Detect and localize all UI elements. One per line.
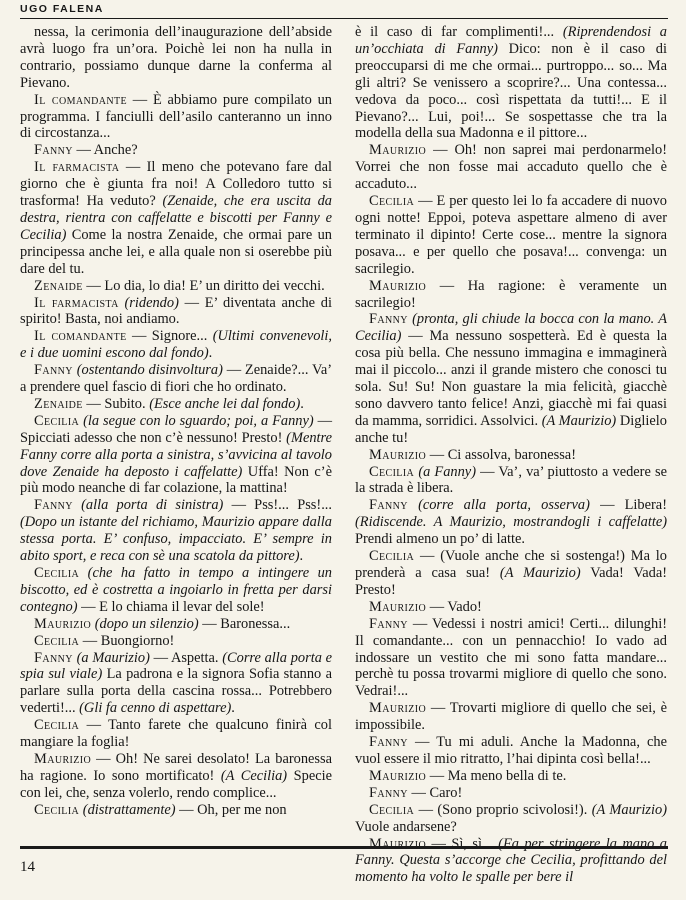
speaker-name: Il comandante (34, 328, 127, 345)
speaker-name: Maurizio (369, 142, 427, 159)
dialogue-text: — Ma nessuno sospetterà. Ed è questa la cosa più bella. Che nessuno immagina e immaginerà mai il piccolo... anzi il grande mistero che conosci tu sola. Su! Su! Non guastare la mia felicità, giacchè sono davvero tanto felice! Anzi, giacchè mi fai quasi da mamma, sorridici. Assolvici. (355, 328, 667, 429)
dialogue-paragraph (355, 497, 667, 548)
dialogue-text: Uffa! Non c’è più modo neanche di far colazione, la mattina! (20, 463, 332, 497)
dialogue-text: Come la nostra Zenaide, che ormai pare un principessa anche lei, e alla quale non si oserebbe più dare del tu. (20, 226, 332, 277)
dialogue-text: — Pss!... Pss!... (223, 497, 332, 514)
speaker-name: Cecilia (34, 565, 80, 581)
speaker-name: Maurizio (369, 446, 427, 463)
dialogue-text: — Tu mi aduli. Anche la Madonna, che vuol essere il mio ritratto, l’hai dipinta così bella!... (355, 734, 667, 767)
speaker-name: Maurizio (34, 750, 92, 767)
dialogue-text: — Tanto farete che qualcuno finirà col mangiare la foglia! (20, 717, 332, 751)
dialogue-text: — Baronessa... (198, 615, 291, 632)
speaker-name: Zenaide (34, 277, 83, 294)
dialogue-text: — Aspetta. (149, 649, 223, 666)
stage-direction: (che ha fatto in tempo a intingere un biscotto, ed è costretta a ingoiarlo in fretta per darsi contegno) (20, 565, 332, 615)
running-title: UGO FALENA (20, 3, 104, 15)
stage-direction: (alla porta di sinistra) (81, 497, 224, 514)
dialogue-text: — Sì, sì... (426, 835, 499, 852)
speaker-name: Zenaide (34, 395, 83, 412)
dialogue-text: — Oh! Ne sarei desolato! La baronessa ha ragione. Io sono mortificato! (20, 750, 332, 784)
dialogue-paragraph (20, 396, 332, 413)
speaker-name: Cecilia (34, 412, 80, 429)
dialogue-paragraph (355, 836, 667, 887)
dialogue-text: è il caso di far complimenti!... (355, 24, 563, 40)
speaker-name: Cecilia (34, 801, 80, 818)
dialogue-paragraph (355, 734, 667, 768)
dialogue-paragraph (355, 768, 667, 785)
dialogue-paragraph (20, 328, 332, 362)
dialogue-text: — E lo chiama il levar del sole! (77, 598, 265, 615)
dialogue-text: — E’ diventata anche di spirito! Basta, noi andiamo. (20, 294, 332, 328)
dialogue-paragraph (20, 633, 332, 650)
stage-direction: (Esce anche lei dal fondo) (149, 395, 301, 412)
dialogue-paragraph (20, 278, 332, 295)
speaker-name: Fanny (369, 734, 408, 751)
stage-direction: (corre alla porta, osserva) (418, 497, 590, 514)
dialogue-text: — Ma meno bella di te. (426, 767, 567, 784)
speaker-name: Il farmacista (34, 294, 119, 311)
stage-direction: (A Cecilia) (220, 767, 288, 784)
stage-direction: (Ridiscende. A Maurizio, mostrandogli i caffelatte) (355, 514, 667, 531)
dialogue-text: — Libera! (589, 497, 667, 514)
speaker-name: Maurizio (369, 598, 427, 615)
dialogue-paragraph (20, 650, 332, 718)
speaker-name: Cecilia (369, 463, 415, 480)
speaker-name: Fanny (369, 311, 408, 328)
dialogue-paragraph (20, 362, 332, 396)
dialogue-paragraph (20, 616, 332, 633)
dialogue-text: — (Vuole anche che si sostenga!) Ma lo prenderà a casa sua! (355, 548, 667, 581)
dialogue-paragraph (20, 159, 332, 277)
dialogue-text: Vuole andarsene? (355, 818, 457, 835)
stage-direction: (la segue con lo sguardo; poi, a Fanny) (83, 412, 314, 429)
dialogue-text: Diglielo anche tu! (355, 412, 667, 446)
speaker-name: Il comandante (34, 91, 127, 108)
dialogue-text: — (Sono proprio scivolosi!). (414, 801, 592, 818)
dialogue-text: Dico: non è il caso di preoccuparsi di me che ormai... purtroppo... so... Ma gli altri? Se venissero a scoprire?... Una contessa... vedova da poco... così rispettata da tutti!... E il Pievano?... Lui, poi!... Se sospettasse che tra la modella della sua Madonna e il pittore... (355, 40, 667, 142)
stage-direction: (distrattamente) (82, 801, 176, 818)
page-number: 14 (20, 859, 35, 875)
speaker-name: Fanny (369, 784, 408, 801)
left-column (20, 24, 332, 819)
speaker-name: Cecilia (34, 717, 80, 734)
dialogue-paragraph (20, 751, 332, 802)
speaker-name: Maurizio (34, 615, 92, 632)
speaker-name: Fanny (34, 142, 73, 159)
dialogue-text: — Lo dia, lo dia! E’ un diritto dei vecchi. (82, 277, 325, 294)
speaker-name: Cecilia (369, 193, 415, 210)
dialogue-text: . (300, 395, 304, 412)
dialogue-text: . (208, 345, 213, 362)
stage-direction: (Mentre Fanny corre alla porta a sinistra, s’avvicina al tavolo dove Zenaide ha deposto i caffelatte) (20, 429, 332, 480)
dialogue-paragraph (20, 717, 332, 751)
speaker-name: Maurizio (369, 835, 427, 852)
dialogue-paragraph (355, 785, 667, 802)
dialogue-text: — Vado! (426, 598, 482, 615)
dialogue-paragraph (355, 193, 667, 278)
dialogue-text: — Ha ragione: è veramente un sacrilegio! (355, 277, 667, 311)
dialogue-text: — Spicciati adesso che non c’è nessuno! Presto! (20, 412, 332, 446)
dialogue-text: — Oh! non saprei mai perdonarmelo! Vorrei che non fosse mai accaduto quello che è accaduto... (355, 142, 667, 193)
dialogue-paragraph (355, 311, 667, 446)
dialogue-text: — Ci assolva, baronessa! (426, 446, 576, 463)
stage-direction: (ridendo) (124, 294, 179, 311)
stage-direction: (A Maurizio) (499, 565, 581, 581)
dialogue-paragraph (20, 565, 332, 616)
dialogue-text: La padrona e la signora Sofia stanno a parlare sulla porta della cascina rossa... Potrebbero vederti!... (20, 666, 332, 717)
dialogue-text: — Il meno che potevano fare dal giorno che è giunta fra noi! A Colledoro tutto si trasforma! Ha veduto? (20, 159, 332, 210)
header-rule (20, 18, 668, 19)
speaker-name: Fanny (34, 362, 73, 379)
stage-direction: (A Maurizio) (591, 801, 667, 818)
dialogue-paragraph (20, 92, 332, 143)
speaker-name: Fanny (369, 497, 408, 514)
stage-direction: (Dopo un istante del richiamo, Maurizio appare dalla stessa porta. E’ confuso, impacciato. E’ sempre in abito sport, e reca con sè una scatola da pittore) (20, 514, 332, 565)
footer-rule (20, 846, 668, 849)
dialogue-text: — Va’, va’ piuttosto a vedere se la strada è libera. (355, 463, 667, 497)
dialogue-text: — Oh, per me non (175, 801, 287, 818)
speaker-name: Fanny (34, 649, 73, 666)
right-column (355, 24, 667, 886)
dialogue-text: — Buongiorno! (79, 632, 175, 649)
dialogue-text (79, 565, 88, 581)
speaker-name: Fanny (369, 615, 408, 632)
dialogue-paragraph (355, 278, 667, 312)
speaker-name: Fanny (34, 497, 73, 514)
dialogue-paragraph (20, 802, 332, 819)
dialogue-text: — Signore... (126, 328, 213, 345)
dialogue-text (73, 497, 81, 513)
dialogue-paragraph (355, 548, 667, 599)
speaker-name: Il farmacista (34, 159, 120, 176)
dialogue-paragraph (355, 24, 667, 142)
speaker-name: Maurizio (369, 277, 427, 294)
dialogue-paragraph (355, 142, 667, 193)
dialogue-text (408, 497, 418, 513)
dialogue-text: — Subito. (82, 395, 150, 412)
dialogue-paragraph (20, 142, 332, 159)
dialogue-text: — È abbiamo pure compilato un programma. I fanciulli dell’asilo canteranno un inno di circostanza... (20, 91, 332, 142)
speaker-name: Maurizio (369, 700, 427, 717)
stage-direction: (dopo un silenzio) (94, 615, 199, 632)
dialogue-paragraph (355, 464, 667, 498)
dialogue-text: Specie con lei, che, senza volerlo, rendo complice... (20, 767, 332, 801)
speaker-name: Cecilia (369, 548, 415, 565)
dialogue-text: Vada! Vada! Presto! (355, 565, 667, 598)
dialogue-paragraph (355, 802, 667, 836)
speaker-name: Cecilia (369, 801, 415, 818)
dialogue-text: — Anche? (72, 142, 138, 159)
dialogue-text: nessa, la cerimonia dell’inaugurazione dell’abside avrà luogo fra un’ora. Poichè lei non ha nulla in contrario, possiamo dunque darne la conferma al Pievano. (20, 24, 332, 91)
dialogue-text: — Vedessi i nostri amici! Certi... dilunghi! Il comandante... con un pennacchio! Io vado ad indossare un vestito che mi sono fatta mandare... perchè tu possa trovarmi migliore di quello che sono. Vedrai!... (355, 615, 667, 700)
stage-direction: (Ultimi convenevoli, e i due uomini escono dal fondo) (20, 328, 333, 362)
dialogue-text: — Trovarti migliore di quello che sei, è impossibile. (355, 700, 667, 734)
dialogue-paragraph (20, 24, 332, 92)
dialogue-paragraph (20, 413, 332, 498)
stage-direction: (a Maurizio) (76, 649, 150, 666)
dialogue-paragraph (20, 295, 332, 329)
stage-direction: (Zenaide, che era uscita da destra, rientra con caffelatte e biscotti per Fanny e Cecilia) (20, 193, 332, 243)
dialogue-paragraph (355, 447, 667, 464)
stage-direction: (Riprendendosi a un’occhiata di Fanny) (355, 24, 667, 57)
dialogue-text: Prendi almeno un po’ di latte. (355, 531, 525, 548)
dialogue-text: — E per questo lei lo fa accadere di nuovo ogni notte! Eppoi, poteva aspettare almeno di aver terminato il dipinto! Certe cose... mentre la signora posava... e per quello che posava!... convenga: un sacrilegio. (355, 193, 667, 277)
stage-direction: (Fa per stringere la mano a Fanny. Questa s’accorge che Cecilia, profittando del momento ha volto le spalle per bere il (355, 835, 667, 886)
dialogue-paragraph (355, 700, 667, 734)
stage-direction: (Corre alla porta e spia sul viale) (20, 649, 332, 683)
dialogue-paragraph (20, 497, 332, 565)
stage-direction: (A Maurizio) (541, 412, 617, 429)
dialogue-text: . (299, 548, 304, 565)
speaker-name: Maurizio (369, 767, 427, 784)
dialogue-paragraph (355, 616, 667, 701)
stage-direction: (ostentando disinvoltura) (76, 362, 223, 379)
speaker-name: Cecilia (34, 632, 80, 649)
stage-direction: (pronta, gli chiude la bocca con la mano. A Cecilia) (355, 311, 667, 345)
dialogue-text: — Caro! (407, 784, 463, 801)
stage-direction: (a Fanny) (418, 463, 476, 480)
dialogue-text: — Zenaide?... Va’ a prendere quel fascio di fiori che ho ordinato. (20, 362, 332, 396)
dialogue-text: . (231, 700, 235, 717)
dialogue-paragraph (355, 599, 667, 616)
stage-direction: (Gli fa cenno di aspettare) (79, 700, 232, 717)
